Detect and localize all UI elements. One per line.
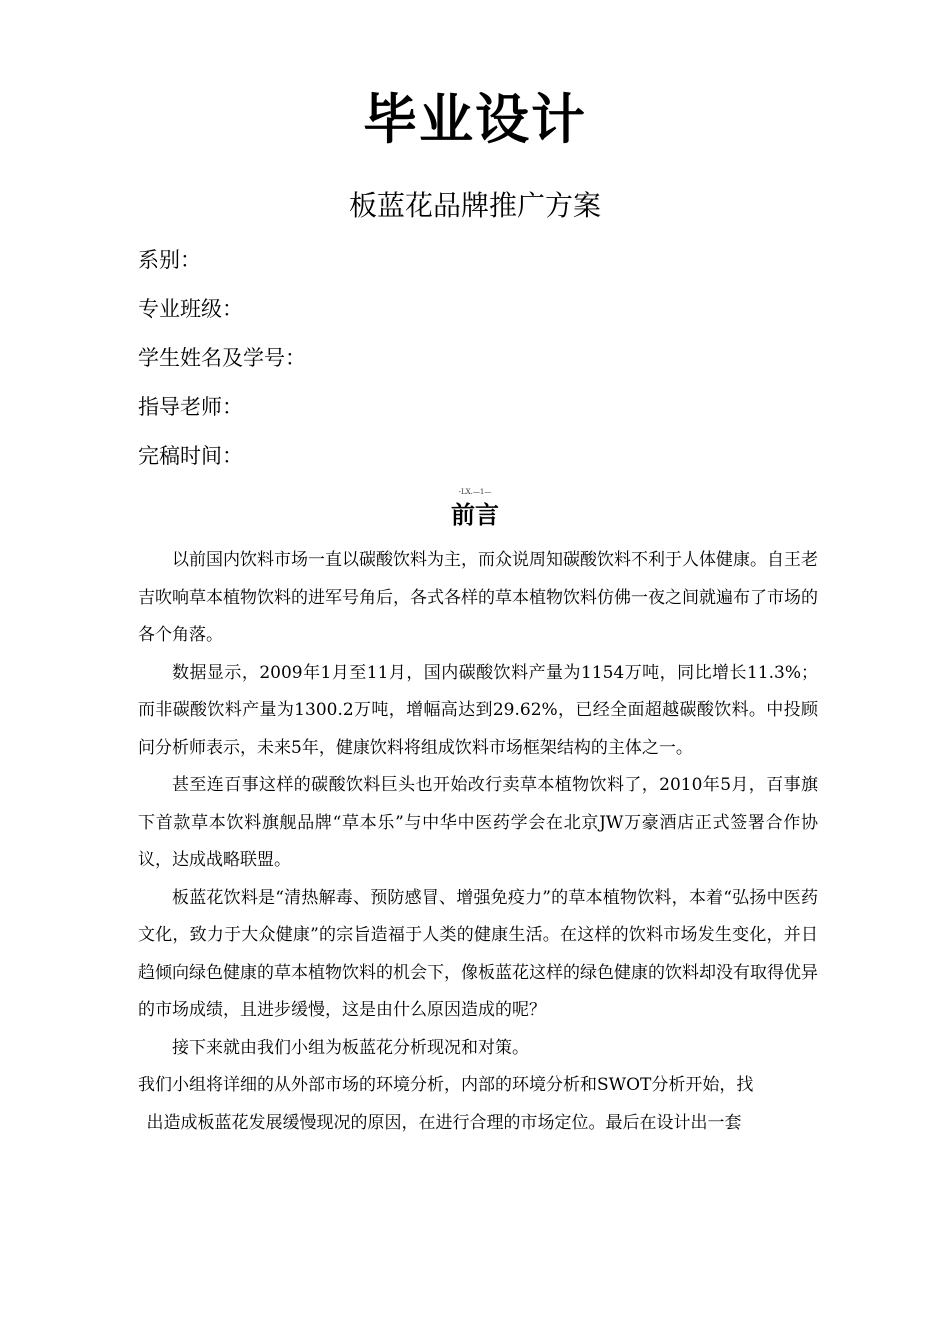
paragraph: 我们小组将详细的从外部市场的环境分析，内部的环境分析和SWOT分析开始，找 [138, 1075, 754, 1095]
paragraph: 接下来就由我们小组为板蓝花分析现况和对策。 [172, 1037, 529, 1058]
field-advisor: 指导老师： [138, 395, 243, 419]
field-department: 系别： [138, 248, 201, 272]
field-completion-date: 完稿时间： [138, 444, 243, 468]
main-title: 毕业设计 [363, 88, 587, 151]
document-subtitle: 板蓝花品牌推广方案 [348, 189, 601, 222]
field-student-name-id: 学生姓名及学号： [138, 346, 306, 370]
paragraph: 以前国内饮料市场一直以碳酸饮料为主，而众说周知碳酸饮料不利于人体健康。自王老吉吹响草本植物饮料的进军号角后，各式各样的草本植物饮料仿佛一夜之间就遍布了市场的各个角落。 [138, 550, 818, 645]
paragraph: 板蓝花饮料是“清热解毒、预防感冒、增强免疫力”的草本植物饮料，本着“弘扬中医药文化，致力于大众健康”的宗旨造福于人类的健康生活。在这样的饮料市场发生变化，并日趋倾向绿色健康的草本植物饮料的机会下，像板蓝花这样的绿色健康的饮料却没有取得优异的市场成绩，且进步缓慢，这是由什么原因造成的呢？ [138, 887, 818, 1020]
page-marker: -LX.—1— [458, 488, 492, 496]
section-title-preface: 前言 [451, 501, 499, 529]
field-major-class: 专业班级： [138, 297, 243, 321]
preface-body [138, 542, 818, 1142]
paragraph: 数据显示，2009年1月至11月，国内碳酸饮料产量为1154万吨，同比增长11.3%；而非碳酸饮料产量为1300.2万吨，增幅高达到29.62%，已经全面超越碳酸饮料。中投顾问分析师表示，未来5年，健康饮料将组成饮料市场框架结构的主体之一。 [138, 662, 818, 758]
paragraph: 出造成板蓝花发展缓慢现况的原因，在进行合理的市场定位。最后在设计出一套 [146, 1112, 742, 1133]
paragraph: 甚至连百事这样的碳酸饮料巨头也开始改行卖草本植物饮料了，2010年5月，百事旗下首款草本饮料旗舰品牌“草本乐”与中华中医药学会在北京JW万豪酒店正式签署合作协议，达成战略联盟。 [138, 775, 818, 870]
